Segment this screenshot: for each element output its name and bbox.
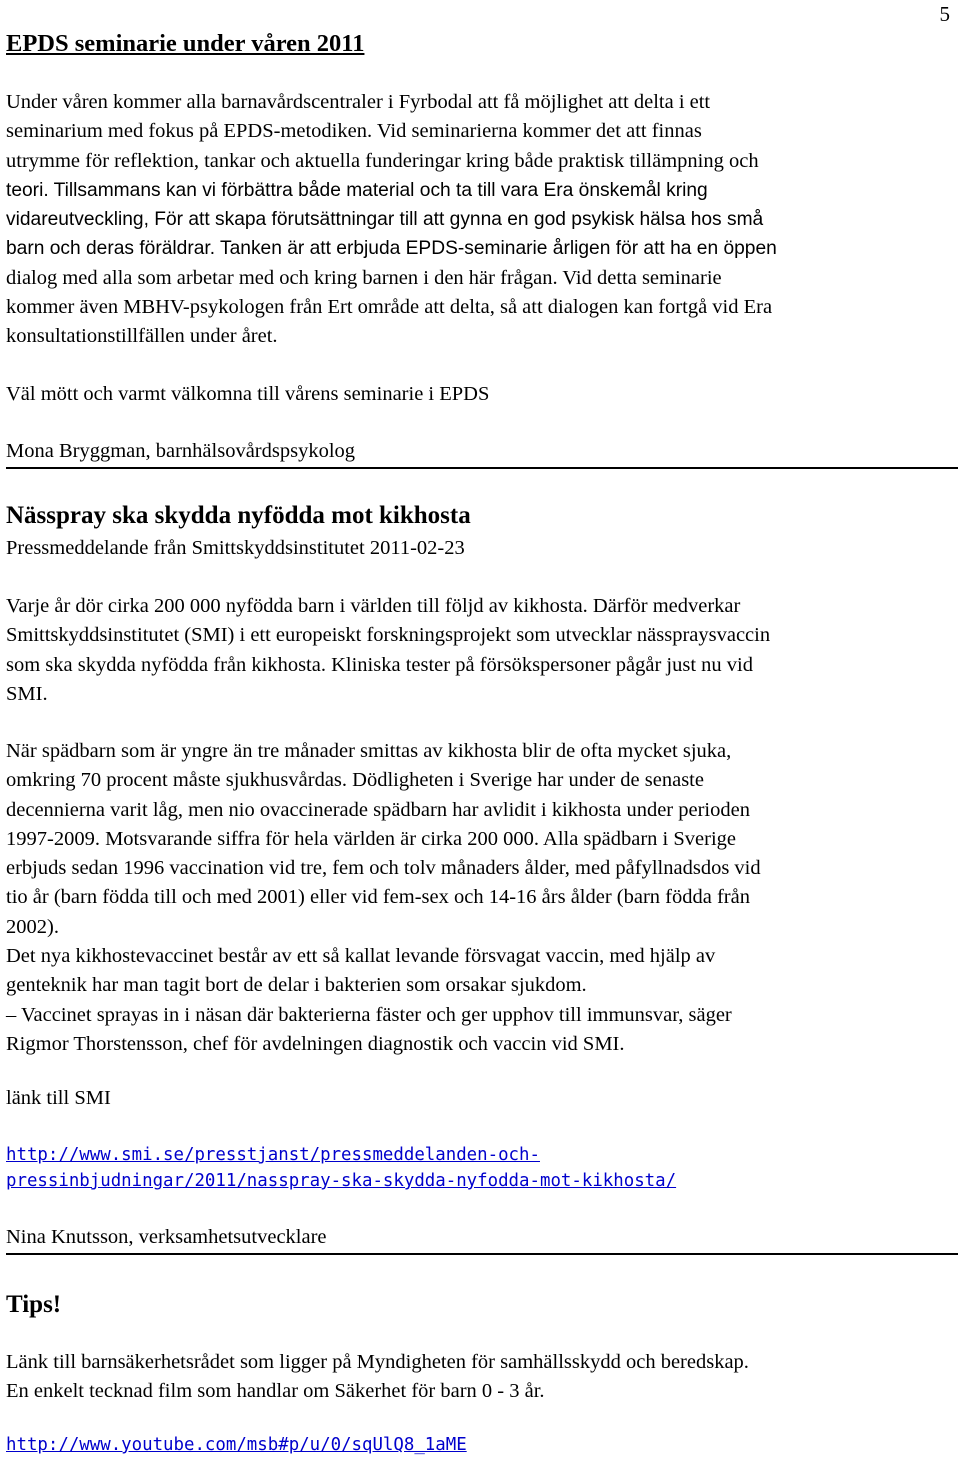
text-line: vidareutveckling, För att skapa förutsättningar till att gynna en god psykisk hälsa hos små (6, 209, 764, 231)
author-signature: Mona Bryggman, barnhälsovårdspsykolog (6, 440, 356, 462)
nasspray-paragraph-2 (6, 737, 761, 1059)
epds-paragraph (6, 88, 777, 352)
link-line[interactable]: http://www.smi.se/presstjanst/pressmeddelanden-och- (6, 1145, 540, 1165)
text-line: Varje år dör cirka 200 000 nyfödda barn i världen till följd av kikhosta. Därför medverkar (6, 595, 741, 617)
text-line: Smittskyddsinstitutet (SMI) i ett europeiskt forskningsprojekt som utvecklar nässpraysvaccin (6, 624, 771, 647)
smi-link-label: länk till SMI (6, 1087, 111, 1109)
text-line: seminarium med fokus på EPDS-metodiken. Vid seminarierna kommer det att finnas (6, 120, 702, 143)
section-title-tips: Tips! (6, 1291, 62, 1318)
text-line: Det nya kikhostevaccinet består av ett så kallat levande försvagat vaccin, med hjälp av (6, 945, 716, 968)
welcome-text: Väl mött och varmt välkomna till vårens seminarie i EPDS (6, 383, 490, 405)
text-line: omkring 70 procent måste sjukhusvårdas. Dödligheten i Sverige har under de senaste (6, 769, 704, 792)
section-title-epds: EPDS seminarie under våren 2011 (6, 30, 365, 57)
text-line: Under våren kommer alla barnavårdscentraler i Fyrbodal att få möjlighet att delta i ett (6, 91, 711, 113)
text-line: SMI. (6, 682, 48, 705)
text-line: Rigmor Thorstensson, chef för avdelningen diagnostik och vaccin vid SMI. (6, 1032, 625, 1055)
text-line: konsultationstillfällen under året. (6, 325, 278, 348)
text-line: utrymme för reflektion, tankar och aktuella funderingar kring både praktisk tillämpning och (6, 149, 759, 172)
press-release-subtitle: Pressmeddelande från Smittskyddsinstitutet 2011-02-23 (6, 537, 465, 559)
text-line: kommer även MBHV-psykologen från Ert område att delta, så att dialogen kan fortgå vid Era (6, 296, 773, 319)
text-line: – Vaccinet sprayas in i näsan där bakterierna fäster och ger upphov till immunsvar, säger (6, 1003, 732, 1026)
nasspray-paragraph-1 (6, 592, 770, 709)
youtube-link[interactable]: http://www.youtube.com/msb#p/u/0/sqUlQ8_1aME (6, 1435, 467, 1455)
link-line[interactable]: pressinbjudningar/2011/nasspray-ska-skydda-nyfodda-mot-kikhosta/ (6, 1171, 677, 1191)
text-line: 1997-2009. Motsvarande siffra för hela världen är cirka 200 000. Alla spädbarn i Sverige (6, 827, 737, 850)
text-line: När spädbarn som är yngre än tre månader smittas av kikhosta blir de ofta mycket sjuka, (6, 740, 732, 762)
text-line: som ska skydda nyfödda från kikhosta. Kliniska tester på försökspersoner pågår just nu vid (6, 653, 753, 676)
section-title-nasspray: Nässpray ska skydda nyfödda mot kikhosta (6, 502, 471, 529)
text-line: teori. Tillsammans kan vi förbättra både material och ta till vara Era önskemål kring (6, 179, 708, 201)
text-line: genteknik har man tagit bort de delar i bakterien som orsakar sjukdom. (6, 974, 587, 997)
text-line: erbjuds sedan 1996 vaccination vid tre, fem och tolv månaders ålder, med påfyllnadsdos vid (6, 857, 761, 880)
text-line: tio år (barn födda till och med 2001) eller vid fem-sex och 14-16 års ålder (barn födda från (6, 886, 750, 909)
section-divider (6, 467, 958, 469)
tips-paragraph (6, 1348, 749, 1407)
text-line: 2002). (6, 915, 59, 938)
text-line: barn och deras föräldrar. Tanken är att erbjuda EPDS-seminarie årligen för att ha en öppen (6, 238, 777, 260)
text-line: En enkelt tecknad film som handlar om Säkerhet för barn 0 - 3 år. (6, 1380, 545, 1403)
section-divider (6, 1253, 958, 1255)
text-line: decennierna varit låg, men nio ovaccinerade spädbarn har avlidit i kikhosta under perioden (6, 798, 750, 821)
text-line: dialog med alla som arbetar med och kring barnen i den här frågan. Vid detta seminarie (6, 266, 722, 289)
text-line: Länk till barnsäkerhetsrådet som ligger på Myndigheten för samhällsskydd och beredskap. (6, 1351, 749, 1373)
author-signature: Nina Knutsson, verksamhetsutvecklare (6, 1226, 327, 1248)
page-number: 5 (939, 2, 950, 26)
smi-link[interactable] (6, 1142, 676, 1194)
